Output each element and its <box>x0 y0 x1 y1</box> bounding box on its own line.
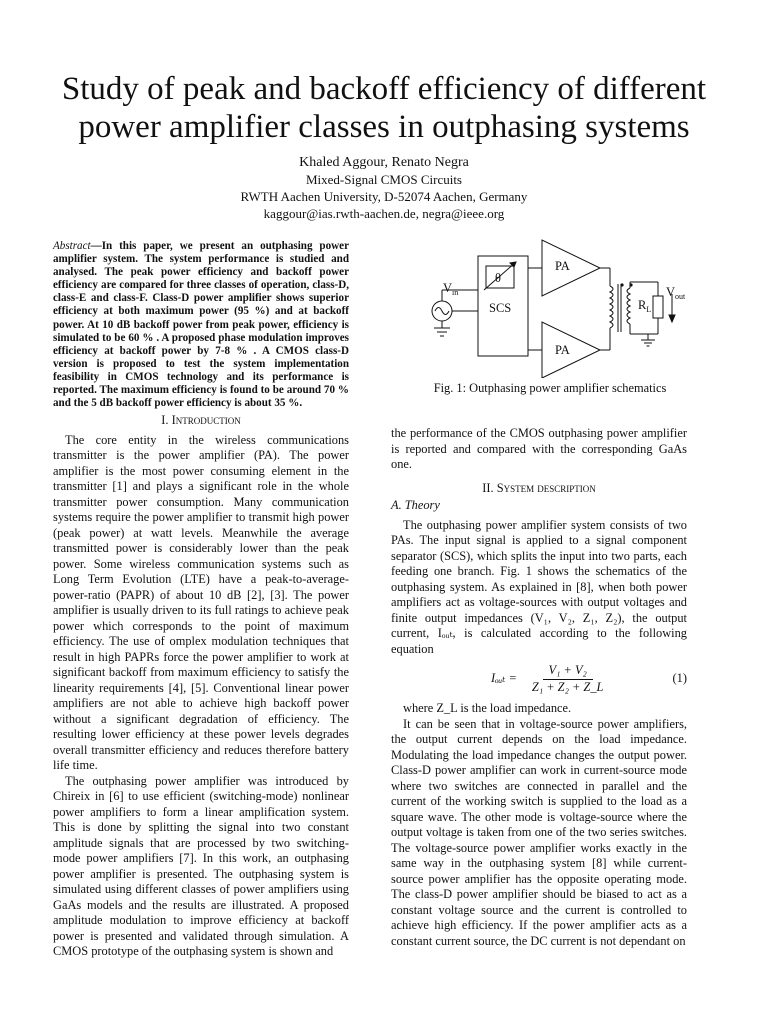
pa-top-triangle <box>542 240 600 296</box>
intro-paragraph-1: The core entity in the wireless communications transmitter is the power amplifier (PA). The power amplifier is the most power consuming element in the transmitter [1] and plays a significant role in the whole transmitter power consumption. Many communication systems require the power amplifier to transmit high power (peak power) at watt levels. Meanwhile the average transmitted power is considerably lower than the peak power. Some wireless communication systems such as Long Term Evolution (LTE) have a peak-to-average-power-ratio (PAPR) of about 10 dB [2], [3]. The power amplifier is usually driven to its full ratings to achieve peak power which corresponds to the point of maximum efficiency. The use of omplex modulation techniques that result in high PAPRs force the power amplifier to work at significant backoff from maximum efficiency to satisfy the linearity requirements [4], [5]. Conventional linear power amplifiers are not able to achieve high backoff power without a significant degradation of efficiency. The resulting lower efficiency at these power levels degrades overall transmitter efficiency and reduces therefore battery life time. <box>53 432 349 772</box>
pa-top-label: PA <box>555 259 570 273</box>
intro-paragraph-3: the performance of the CMOS outphasing power amplifier is reported and compared with the corresponding GaAs one. <box>391 426 687 471</box>
rl-label: $R_L$ <box>638 298 652 314</box>
section-introduction <box>53 413 349 960</box>
theta-label: θ <box>495 271 501 285</box>
theory-paragraph-3: It can be seen that in voltage-source power amplifiers, the output current depends on the load impedance. Modulating the load impedance changes the output power. Class-D power amplifier can work in current-source mode where two switches are connected in parallel and the current of the working switch is supplied to the load as a square wave. The other mode is voltage-source where the output voltage is taken from one of the two series switches. The voltage-source power amplifier works exactly in the same way in the outphasing system [8] while current-source power amplifier has the opposite operating mode. The class-D power amplifier should be biased to act as a constant voltage source and the current is controlled to achieve high efficiency. If the power amplifier acts as a constant current source, the DC current is not dependant on <box>391 716 687 948</box>
equation-1-lhs: Iₒᵤₜ = <box>491 670 517 685</box>
theory-paragraph-2: where Z_L is the load impedance. <box>403 701 572 715</box>
equation-1-denominator: Z₁ + Z₂ + Z_L <box>531 679 604 694</box>
load-resistor <box>653 296 663 318</box>
affiliation-university: RWTH Aachen University, D-52074 Aachen, Germany <box>240 189 528 204</box>
abstract <box>53 240 349 410</box>
subsection-theory-heading: A. Theory <box>391 498 440 512</box>
theory-paragraph-1: The outphasing power amplifier system consists of two PAs. The input signal is applied to a signal component separator (SCS), which splits the input into two parts, each feeding one branch. Fig. 1 shows the schematics of the outphasing system. As explained in [8], when both power amplifiers act as voltage-sources with output voltages and finite output impedances (V₁, V₂, Z₁, Z₂), the output current, Iₒᵤₜ, is calculated according to the following equation <box>391 517 687 656</box>
author-names: Khaled Aggour, Renato Negra <box>299 155 469 170</box>
section-1-heading: I. Introduction <box>161 413 241 427</box>
title-line-1: Study of peak and backoff efficiency of different <box>61 71 707 107</box>
transformer-primary-coil <box>610 286 613 328</box>
pa-bottom-triangle <box>542 322 600 378</box>
vout-label: $V_{out}$ <box>666 285 685 301</box>
equation-1 <box>391 663 687 695</box>
title-line-2: power amplifier classes in outphasing systems <box>78 109 690 145</box>
outphasing-schematic-figure <box>410 238 685 378</box>
right-column-body <box>391 426 687 949</box>
intro-paragraph-2: The outphasing power amplifier was introduced by Chireix in [6] to use efficient (switching-mode) nonlinear power amplifiers to form a linear amplification system. This is done by splitting the signal into two constant amplitude signals that are processed by two switching-mode power amplifiers [7]. In this work, an outphasing power amplifier is presented. The outphasing system is simulated using different classes of power amplifiers using GaAs models and the results are illustrated. A proposed amplitude modulation to improve efficiency at backoff power is presented and validated through simulation. A CMOS prototype of the outphasing system is shown and <box>53 773 349 958</box>
abstract-lead: Abstract <box>53 240 91 252</box>
figure-1-caption: Fig. 1: Outphasing power amplifier schematics <box>433 381 667 395</box>
author-block <box>0 154 768 222</box>
abstract-text: —In this paper, we present an outphasing power amplifier system. The system performance is studied and analysed. The peak power efficiency and backoff power efficiency are compared for three classes of operation, class-D, class-E and class-F. Class-D power amplifier shows superior efficiency at both maximum power (95 %) and at backoff power. At 10 dB backoff power from peak power, efficiency is simulated to be 60 % . A proposed phase modulation improves efficiency at backoff power by 7-8 % . A CMOS class-D version is proposed to test the system implementation feasibility in CMOS technology and its performance is reported. The maximum efficiency is found to be around 70 % and the 5 dB backoff power efficiency is about 35 %. <box>53 240 349 410</box>
affiliation-group: Mixed-Signal CMOS Circuits <box>305 172 462 187</box>
scs-label: SCS <box>489 301 512 315</box>
author-emails: kaggour@ias.rwth-aachen.de, negra@ieee.org <box>263 206 505 221</box>
equation-1-numerator: V₁ + V₂ <box>543 663 593 680</box>
equation-1-number: (1) <box>672 671 687 686</box>
pa-bottom-label: PA <box>555 343 570 357</box>
paper-title <box>40 70 728 146</box>
equation-1-fraction <box>526 663 610 695</box>
vin-label: $V_{in}$ <box>443 281 459 297</box>
section-2-heading: II. System description <box>482 480 596 495</box>
transformer-secondary-coil <box>627 288 630 324</box>
